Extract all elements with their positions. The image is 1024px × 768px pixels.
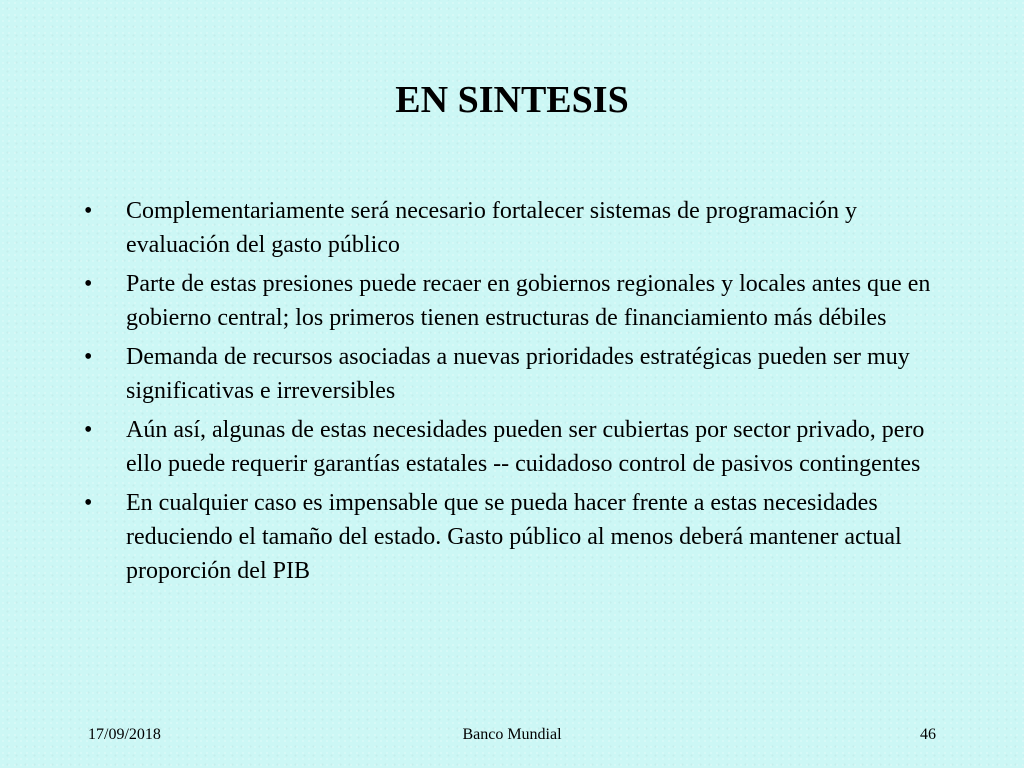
bullet-list bbox=[82, 194, 952, 593]
bullet-item bbox=[82, 340, 952, 408]
bullet-item bbox=[82, 194, 952, 262]
bullet-item bbox=[82, 413, 952, 481]
footer-organization: Banco Mundial bbox=[462, 726, 562, 743]
page-number: 46 bbox=[920, 726, 936, 743]
bullet-icon: • bbox=[84, 490, 93, 516]
bullet-text: Aún así, algunas de estas necesidades pueden ser cubiertas por sector privado, pero ello puede requerir garantías estatales -- cuidadoso control de pasivos contingentes bbox=[126, 417, 925, 477]
bullet-text: Demanda de recursos asociadas a nuevas prioridades estratégicas pueden ser muy significativas e irreversibles bbox=[126, 344, 910, 404]
bullet-item bbox=[82, 486, 952, 588]
bullet-text: En cualquier caso es impensable que se pueda hacer frente a estas necesidades reduciendo el tamaño del estado. Gasto público al menos deberá mantener actual proporción del PIB bbox=[126, 490, 902, 584]
bullet-icon: • bbox=[84, 344, 93, 370]
bullet-item bbox=[82, 267, 952, 335]
bullet-icon: • bbox=[84, 271, 93, 297]
footer-date: 17/09/2018 bbox=[88, 726, 161, 743]
bullet-text: Parte de estas presiones puede recaer en gobiernos regionales y locales antes que en gobierno central; los primeros tienen estructuras de financiamiento más débiles bbox=[126, 271, 931, 331]
bullet-icon: • bbox=[84, 417, 93, 443]
slide-title: EN SINTESIS bbox=[395, 79, 629, 121]
bullet-icon: • bbox=[84, 198, 93, 224]
bullet-text: Complementariamente será necesario fortalecer sistemas de programación y evaluación del gasto público bbox=[126, 198, 858, 258]
